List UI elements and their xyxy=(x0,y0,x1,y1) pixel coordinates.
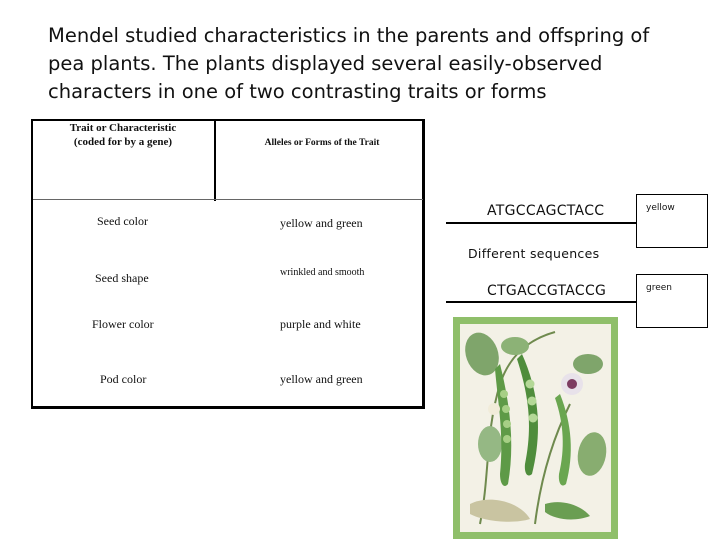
heading-line-2: pea plants. The plants displayed several easily-observed xyxy=(48,52,603,75)
row-trait-seed-color: Seed color xyxy=(97,214,148,228)
header-trait-line-1: Trait or Characteristic xyxy=(69,122,177,134)
allele-label-yellow: yellow xyxy=(646,203,675,213)
pea-plant-drawing xyxy=(460,324,611,532)
sequence-2-line xyxy=(446,301,638,303)
table-header-rule xyxy=(33,199,423,200)
pea-plant-illustration xyxy=(453,317,618,539)
row-trait-pod-color: Pod color xyxy=(100,372,147,386)
row-trait-flower-color: Flower color xyxy=(92,317,154,331)
sequence-2: CTGACCGTACCG xyxy=(487,283,607,299)
row-alleles-seed-color: yellow and green xyxy=(280,216,363,230)
illustration-canvas xyxy=(460,324,611,532)
slide-heading xyxy=(48,22,688,106)
row-alleles-flower-color: purple and white xyxy=(280,317,361,331)
table-header-trait xyxy=(38,121,208,149)
sequence-1-line xyxy=(446,222,638,224)
table-header-divider xyxy=(214,121,216,201)
heading-line-3: characters in one of two contrasting traits or forms xyxy=(48,80,547,103)
row-alleles-pod-color: yellow and green xyxy=(280,372,363,386)
heading-line-1: Mendel studied characteristics in the parents and offspring of xyxy=(48,24,650,47)
header-trait-line-2: (coded for by a gene) xyxy=(73,136,173,148)
different-sequences-label: Different sequences xyxy=(468,246,600,261)
sequence-1: ATGCCAGCTACC xyxy=(487,203,605,219)
traits-table xyxy=(31,119,425,409)
row-trait-seed-shape: Seed shape xyxy=(95,271,149,285)
table-header-alleles: Alleles or Forms of the Trait xyxy=(264,138,380,148)
row-alleles-seed-shape: wrinkled and smooth xyxy=(280,267,365,278)
allele-label-green: green xyxy=(646,283,672,293)
